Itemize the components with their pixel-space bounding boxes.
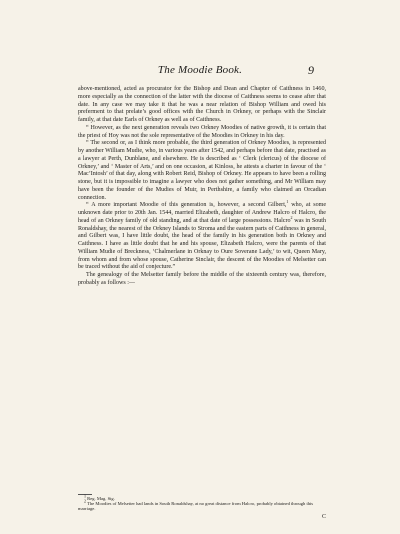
- paragraph: above-mentioned, acted as procurator for the Bishop and Dean and Chapter of Caithness in 1460, more especially as the connection of the latter with the diocese of Caithness seems to cease after that date. In any case we may take it that he was a near relation of Bishop William and owed his preferment to that prelate’s good offices with the Church in Orkney, or perhaps with the Sinclair family, at that date Earls of Orkney as well as of Caithness.: [78, 86, 326, 123]
- footnote: $^2$ The Moodies of Melsetter had lands in South Ronaldshay, at no great distance from Halcro, probably obtained through this marriage.: [78, 498, 314, 512]
- page-header: [0, 64, 400, 80]
- body-text: [78, 86, 326, 288]
- running-title: The Moodie Book.: [157, 64, 243, 76]
- paragraph: “ The second or, as I think more probable, the third generation of Orkney Moodies, is represented by another William Mudie, who, in various years after 1542, and perhaps before that date, practised as a lawyer at Perth, Dunblane, and elsewhere. He is described as ‘ Clerk (clericus) of the diocese of Orkney,’ and ‘ Master of Arts,’ and on one occasion, at Kinloss, he attests a charter in favour of the ‘ Mac’Intosh’ of that day, along with Robert Reid, Bishop of Orkney. He appears to have been a rolling stone, but it is impossible to imagine a lawyer who does not gather something, and Mr William may have been the founder of the Mudies of Muir, in Perthshire, a family who claimed an Orcadian connection.: [78, 140, 326, 201]
- footnote-ref: 1: [286, 199, 289, 205]
- signature-mark: C: [321, 514, 326, 520]
- paragraph: “ A more important Moodie of this generation is, however, a second Gilbert,$^1$ who, at some unknown date prior to 20th Jan. 1544, married Elizabeth, daughter of Andrew Halcro of Halcro, the head of an Orkney family of old standing, and at that date of large possessions. Halcro$^2$ was in South Ronaldshay, the nearest of the Orkney Islands to Stroma and the eastern parts of Caithness in general, and Gilbert was, I have little doubt, the head of the family in his generation both in Orkney and Caithness. I have as little doubt that he and his spouse, Elizabeth Halcro, were the parents of that William Mudie of Breckness, ‘Chalmerlane in Orknay to Oure Soverane Lady,’ to wit, Queen Mary, from whom and from whose spouse, Catherine Sinclair, the descent of the Moodies of Melsetter can be traced without the aid of conjecture.”: [78, 199, 326, 271]
- footnotes: [78, 493, 326, 512]
- paragraph: The genealogy of the Melsetter family before the middle of the sixteenth century was, therefore, probably as follows :—: [78, 272, 326, 286]
- footnote-ref: 2: [290, 214, 293, 220]
- footnote: $^1$ Reg. Mag. Sig.: [84, 493, 115, 501]
- page-number: 9: [308, 63, 314, 77]
- paragraph: “ However, as the next generation reveals two Orkney Moodies of native growth, it is certain that the priest of Hoy was not the sole representative of the Moodies in Orkney in his day.: [78, 124, 326, 139]
